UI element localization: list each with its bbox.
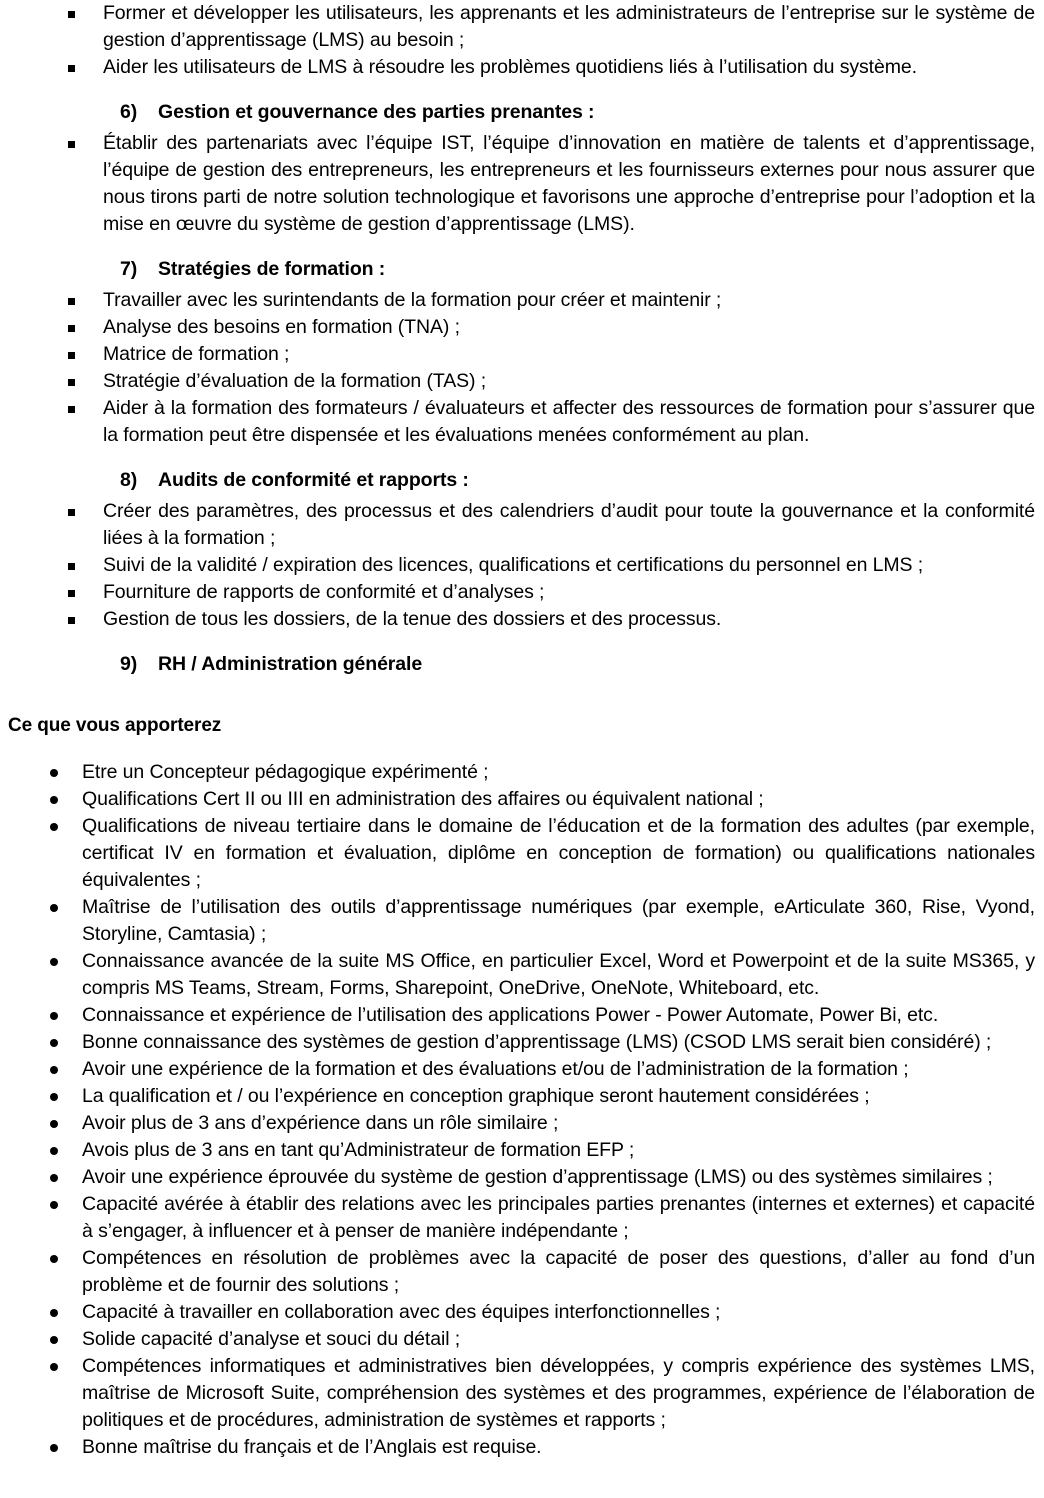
list-item (0, 1137, 1044, 1164)
list-item (0, 1056, 1044, 1083)
list-item-text: Créer des paramètres, des processus et des calendriers d’audit pour toute la gouvernance et la conformité liées à la formation ; (103, 500, 1035, 549)
list-item (0, 341, 1044, 368)
list-item (0, 0, 1044, 54)
list-item-text: Aider les utilisateurs de LMS à résoudre les problèmes quotidiens liés à l’utilisation du système. (103, 56, 917, 78)
list-item-text: Capacité avérée à établir des relations avec les principales parties prenantes (internes et externes) et capacité à s’engager, à influencer et à penser de manière indépendante ; (82, 1193, 1035, 1242)
list-item (0, 314, 1044, 341)
list-item (0, 1191, 1044, 1245)
list-item (0, 1029, 1044, 1056)
section-bullet-list (0, 498, 1044, 633)
list-item (0, 1353, 1044, 1434)
list-item-text: Compétences en résolution de problèmes avec la capacité de poser des questions, d’aller au fond d’un problème et de fournir des solutions ; (82, 1247, 1035, 1296)
list-item-text: Capacité à travailler en collaboration avec des équipes interfonctionnelles ; (82, 1301, 721, 1323)
list-item (0, 368, 1044, 395)
list-item (0, 579, 1044, 606)
section-title: Gestion et gouvernance des parties prenantes : (158, 101, 595, 123)
list-item-text: Stratégie d’évaluation de la formation (TAS) ; (103, 370, 487, 392)
list-item-text: Avois plus de 3 ans en tant qu’Administrateur de formation EFP ; (82, 1139, 635, 1161)
list-item-text: Bonne maîtrise du français et de l’Anglais est requise. (82, 1436, 542, 1458)
list-item (0, 1434, 1044, 1461)
list-item (0, 54, 1044, 81)
list-item-text: Avoir une expérience de la formation et des évaluations et/ou de l’administration de la formation ; (82, 1058, 909, 1080)
section-number: 9) (120, 653, 138, 675)
section-number: 8) (120, 469, 138, 491)
list-item-text: Établir des partenariats avec l’équipe IST, l’équipe d’innovation en matière de talents et d’apprentissage, l’équipe de gestion des entrepreneurs, les entrepreneurs et les fournisseurs externes pour nous assurer que nous tirons parti de notre solution technologique et favorisons une approche d’entreprise pour l’adoption et la mise en œuvre du système de gestion d’apprentissage (LMS). (103, 132, 1035, 235)
list-item (0, 1299, 1044, 1326)
list-item (0, 395, 1044, 449)
list-item-text: Former et développer les utilisateurs, les apprenants et les administrateurs de l’entreprise sur le système de gestion d’apprentissage (LMS) au besoin ; (103, 2, 1035, 51)
list-item-text: Avoir plus de 3 ans d’expérience dans un rôle similaire ; (82, 1112, 559, 1134)
list-item-text: Qualifications Cert II ou III en administration des affaires ou équivalent national ; (82, 788, 764, 810)
what-you-bring-list (0, 759, 1044, 1461)
section-bullet-list (0, 130, 1044, 238)
list-item (0, 1164, 1044, 1191)
section-title: Audits de conformité et rapports : (158, 469, 469, 491)
list-item-text: La qualification et / ou l’expérience en conception graphique seront hautement considérées ; (82, 1085, 870, 1107)
list-item (0, 1245, 1044, 1299)
list-item-text: Maîtrise de l’utilisation des outils d’apprentissage numériques (par exemple, eArticulate 360, Rise, Vyond, Storyline, Camtasia) ; (82, 896, 1035, 945)
what-you-bring-heading: Ce que vous apporterez (8, 715, 222, 736)
list-item-text: Compétences informatiques et administratives bien développées, y compris expérience des systèmes LMS, maîtrise de Microsoft Suite, compréhension des systèmes et des programmes, expérience de l’élaboration de politiques et de procédures, administration de systèmes et rapports ; (82, 1355, 1035, 1431)
list-item (0, 894, 1044, 948)
numbered-sections (0, 99, 1044, 678)
section-heading (0, 651, 1044, 678)
list-item-text: Gestion de tous les dossiers, de la tenue des dossiers et des processus. (103, 608, 722, 630)
list-item (0, 552, 1044, 579)
section-bullet-list (0, 287, 1044, 449)
spacer (0, 739, 1044, 759)
list-item (0, 1083, 1044, 1110)
list-item (0, 1002, 1044, 1029)
list-item-text: Fourniture de rapports de conformité et d’analyses ; (103, 581, 545, 603)
list-item (0, 813, 1044, 894)
list-item (0, 498, 1044, 552)
list-item-text: Matrice de formation ; (103, 343, 290, 365)
section-number: 6) (120, 101, 138, 123)
list-item (0, 1326, 1044, 1353)
list-item-text: Qualifications de niveau tertiaire dans le domaine de l’éducation et de la formation des adultes (par exemple, certificat IV en formation et évaluation, diplôme en conception de formation) ou qualifications nationales équivalentes ; (82, 815, 1035, 891)
intro-bullet-list (0, 0, 1044, 81)
list-item-text: Etre un Concepteur pédagogique expérimenté ; (82, 761, 489, 783)
list-item (0, 130, 1044, 238)
list-item-text: Bonne connaissance des systèmes de gestion d’apprentissage (LMS) (CSOD LMS serait bien considéré) ; (82, 1031, 992, 1053)
list-item-text: Connaissance avancée de la suite MS Office, en particulier Excel, Word et Powerpoint et de la suite MS365, y compris MS Teams, Stream, Forms, Sharepoint, OneDrive, OneNote, Whiteboard, etc. (82, 950, 1035, 999)
list-item (0, 759, 1044, 786)
section-heading (0, 256, 1044, 283)
section-number: 7) (120, 258, 138, 280)
list-item (0, 606, 1044, 633)
list-item-text: Travailler avec les surintendants de la formation pour créer et maintenir ; (103, 289, 722, 311)
section-heading (0, 467, 1044, 494)
list-item-text: Avoir une expérience éprouvée du système de gestion d’apprentissage (LMS) ou des systèmes similaires ; (82, 1166, 993, 1188)
list-item (0, 287, 1044, 314)
list-item (0, 1110, 1044, 1137)
list-item-text: Connaissance et expérience de l’utilisation des applications Power - Power Automate, Power Bi, etc. (82, 1004, 939, 1026)
list-item (0, 786, 1044, 813)
section-title: Stratégies de formation : (158, 258, 386, 280)
section-title: RH / Administration générale (158, 653, 423, 675)
list-item-text: Analyse des besoins en formation (TNA) ; (103, 316, 460, 338)
list-item-text: Aider à la formation des formateurs / évaluateurs et affecter des ressources de formation pour s’assurer que la formation peut être dispensée et les évaluations menées conformément au plan. (103, 397, 1035, 446)
list-item-text: Suivi de la validité / expiration des licences, qualifications et certifications du personnel en LMS ; (103, 554, 924, 576)
list-item-text: Solide capacité d’analyse et souci du détail ; (82, 1328, 461, 1350)
section-heading (0, 99, 1044, 126)
list-item (0, 948, 1044, 1002)
